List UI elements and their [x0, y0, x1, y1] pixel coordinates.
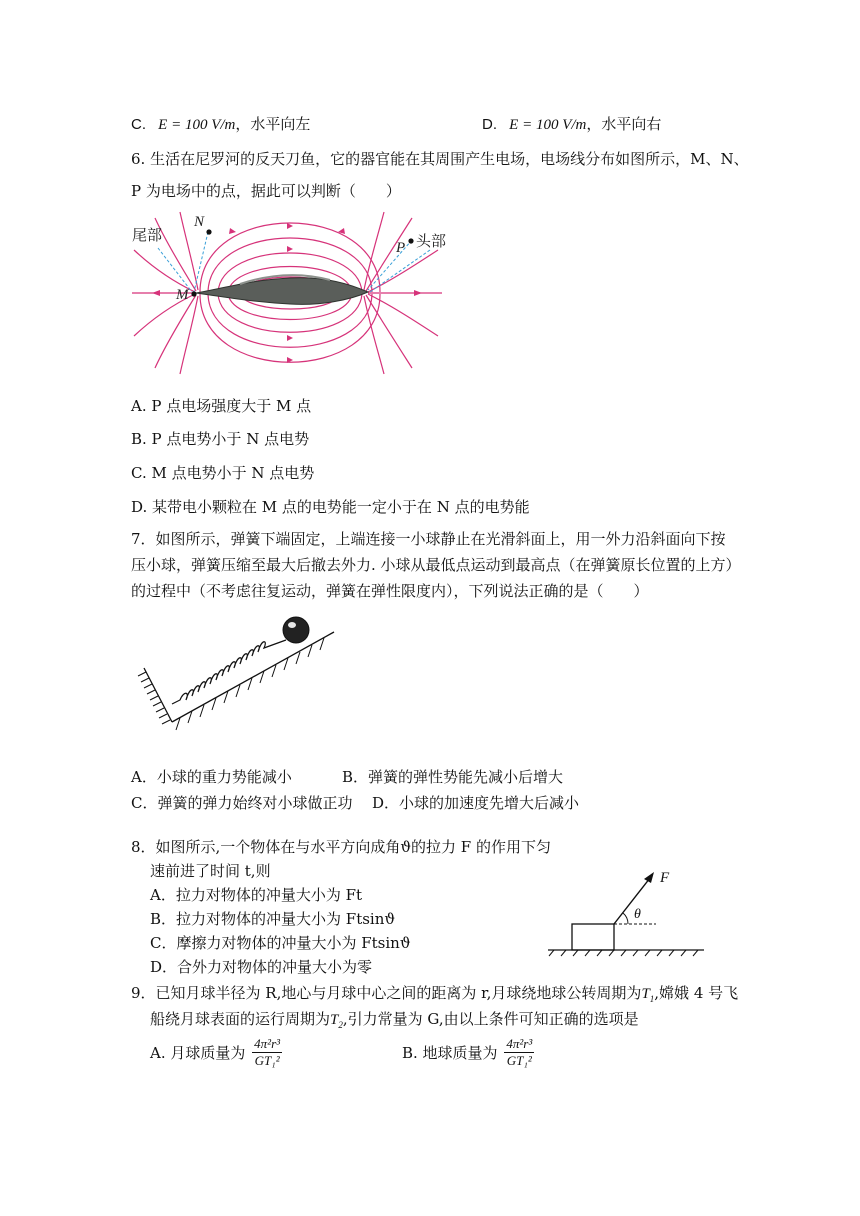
q9-stem-part4: ,引力常量为 G,由以上条件可知正确的选项是: [342, 1010, 639, 1028]
label-head: 头部: [416, 232, 447, 250]
q5-option-d-value: E = 100 V/m: [509, 117, 587, 133]
q7-stem-line3: 的过程中（不考虑往复运动，弹簧在弹性限度内），下列说法正确的是（ ）: [131, 582, 649, 600]
q8-stem-line2: 速前进了时间 t,则: [150, 862, 271, 880]
ball-highlight: [288, 622, 296, 628]
spring: [172, 640, 286, 704]
q5-option-d: [482, 113, 661, 134]
angle-arc: [623, 913, 628, 924]
q9-t1-symbol: T: [641, 986, 650, 1002]
q9-t2-symbol: T: [330, 1012, 339, 1028]
q9-option-b-label: B. 地球质量为: [402, 1044, 498, 1062]
q9-t2-subscript: 2: [338, 1020, 343, 1030]
q5-option-c: [131, 113, 310, 134]
wall-hatch: [138, 672, 170, 724]
q7-option-a: A．小球的重力势能减小: [131, 768, 292, 786]
q9-stem-part3: 船绕月球表面的运行周期为: [150, 1010, 331, 1028]
q8-option-a: A．拉力对物体的冲量大小为 Ft: [150, 886, 363, 904]
q8-stem-line1: 8．如图所示,一个物体在与水平方向成角ϑ的拉力 F 的作用下匀: [131, 838, 551, 856]
q6-field-figure: [130, 210, 460, 380]
label-theta: θ: [634, 907, 641, 922]
q6-option-c: C. M 点电势小于 N 点电势: [131, 464, 315, 482]
q9-option-a-fraction: [252, 1036, 282, 1069]
point-m: [191, 291, 196, 296]
block: [572, 924, 614, 950]
point-n: [206, 229, 211, 234]
label-p: P: [396, 240, 406, 256]
q6-stem-line1: 6. 生活在尼罗河的反天刀鱼，它的器官能在其周围产生电场，电场线分布如图所示，M、N、: [131, 150, 749, 168]
q9-stem-part1: 9．已知月球半径为 R,地心与月球中心之间的距离为 r,月球绕地球公转周期为: [131, 984, 642, 1002]
q9-option-a-label: A. 月球质量为: [150, 1044, 246, 1062]
q8-force-figure: [548, 866, 708, 958]
q9-option-a: [150, 1036, 284, 1069]
q9-stem-line2: [150, 1008, 639, 1030]
wall-line: [144, 668, 172, 722]
ground-hatch: [549, 950, 698, 956]
q9-t1: [641, 986, 654, 1002]
q5-option-c-direction: ，水平向左: [235, 116, 311, 133]
q8-option-b: B．拉力对物体的冲量大小为 Ftsinϑ: [150, 910, 396, 928]
label-tail: 尾部: [132, 226, 163, 244]
label-f: F: [660, 870, 670, 886]
q9-option-b: [402, 1036, 536, 1069]
q8-option-d: D．合外力对物体的冲量大小为零: [150, 958, 373, 976]
point-p: [408, 238, 413, 243]
q7-incline-figure: [136, 612, 346, 742]
ball: [283, 617, 309, 643]
q9-option-a-numerator: 4π²r³: [254, 1036, 281, 1051]
q9-option-b-numerator: 4π²r³: [506, 1036, 533, 1051]
q5-option-c-letter: C.: [131, 116, 146, 133]
q9-option-b-denominator: GT₁²: [506, 1053, 532, 1068]
q8-option-c: C．摩擦力对物体的冲量大小为 Ftsinϑ: [150, 934, 411, 952]
label-m: M: [176, 287, 189, 303]
q7-option-d: D．小球的加速度先增大后减小: [372, 794, 580, 812]
q9-t1-subscript: 1: [649, 994, 655, 1004]
q9-stem-line1: [131, 982, 738, 1004]
q7-option-c: C．弹簧的弹力始终对小球做正功: [131, 794, 353, 812]
q6-stem-line2: P 为电场中的点，据此可以判断（ ）: [131, 182, 401, 200]
q9-stem-part2: ,嫦娥 4 号飞: [654, 984, 739, 1002]
q7-stem-line1: 7．如图所示，弹簧下端固定，上端连接一小球静止在光滑斜面上，用一外力沿斜面向下按: [131, 530, 726, 548]
label-n: N: [194, 214, 205, 230]
q7-option-b: B．弹簧的弹性势能先减小后增大: [342, 768, 564, 786]
q6-option-d: D. 某带电小颗粒在 M 点的电势能一定小于在 N 点的电势能: [131, 498, 530, 516]
force-arrowhead: [644, 872, 654, 883]
q9-option-b-fraction: [504, 1036, 534, 1069]
q7-stem-line2: 压小球，弹簧压缩至最大后撤去外力. 小球从最低点运动到最高点（在弹簧原长位置的上方）: [131, 556, 741, 574]
q5-option-d-letter: D.: [482, 116, 497, 133]
q6-option-a: A. P 点电场强度大于 M 点: [131, 397, 312, 415]
q6-option-b: B. P 点电势小于 N 点电势: [131, 430, 310, 448]
q5-option-d-direction: ，水平向右: [586, 116, 662, 133]
q5-option-c-value: E = 100 V/m: [158, 117, 236, 133]
force-arrow: [614, 878, 650, 924]
q9-option-a-denominator: GT₁²: [254, 1053, 280, 1068]
incline-surface: [172, 632, 334, 722]
q9-t2: [330, 1012, 343, 1028]
fish-body: [196, 278, 368, 305]
